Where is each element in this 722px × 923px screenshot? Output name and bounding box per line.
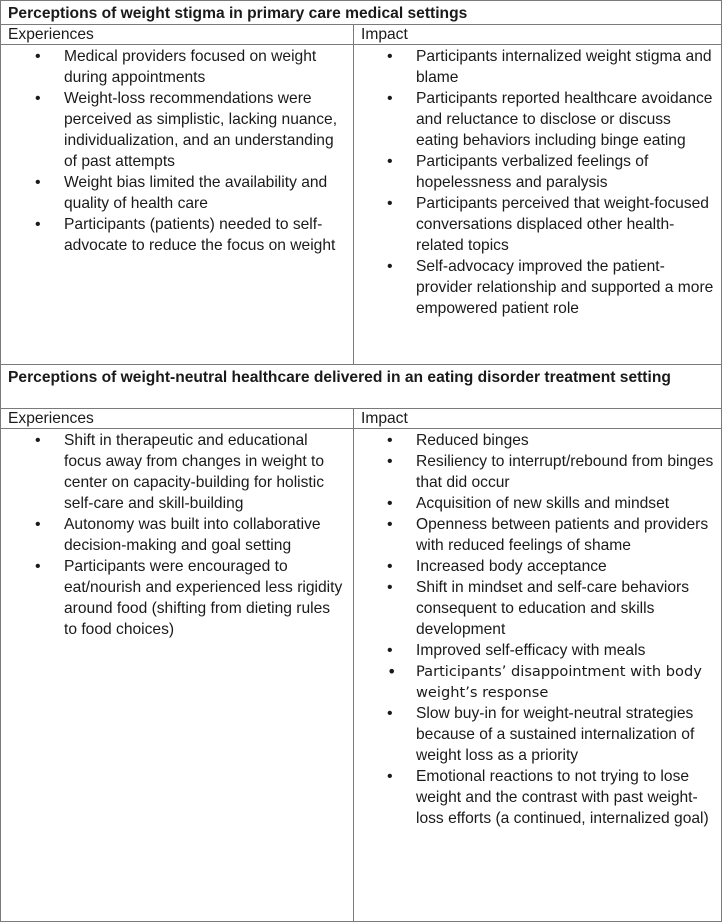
section1-experiences-list: [1, 46, 347, 256]
section2-impact-cell: [354, 429, 722, 922]
list-item: • Reduced binges: [354, 430, 715, 451]
section1-impact-header: Impact: [354, 25, 722, 45]
section1-header-row: [1, 25, 722, 45]
section1-title-row: [1, 1, 722, 25]
section2-experiences-cell: [1, 429, 354, 922]
section1-impact-cell: [354, 45, 722, 365]
list-item: • Participants’ disappointment with body weight’s response: [354, 661, 715, 703]
list-item: • Participants were encouraged to eat/nourish and experienced less rigidity around food (shifting from dieting rules to food choices): [1, 556, 347, 640]
list-item: • Participants perceived that weight-focused conversations displaced other health-related topics: [354, 193, 715, 256]
list-item: • Resiliency to interrupt/rebound from binges that did occur: [354, 451, 715, 493]
section1-experiences-header: Experiences: [1, 25, 354, 45]
list-item: • Medical providers focused on weight during appointments: [1, 46, 347, 88]
section2-experiences-list: [1, 430, 347, 640]
list-item: • Slow buy-in for weight-neutral strategies because of a sustained internalization of weight loss as a priority: [354, 703, 715, 766]
list-item: • Acquisition of new skills and mindset: [354, 493, 715, 514]
section2-header-row: [1, 409, 722, 429]
list-item: • Weight-loss recommendations were perceived as simplistic, lacking nuance, individualization, and an understanding of past attempts: [1, 88, 347, 172]
section2-impact-list: [354, 430, 715, 829]
list-item: • Autonomy was built into collaborative decision-making and goal setting: [1, 514, 347, 556]
list-item: • Shift in therapeutic and educational focus away from changes in weight to center on capacity-building for holistic self-care and skill-building: [1, 430, 347, 514]
section2-title-row: [1, 365, 722, 409]
section1-experiences-cell: [1, 45, 354, 365]
list-item: • Shift in mindset and self-care behaviors consequent to education and skills development: [354, 577, 715, 640]
section2-body-row: [1, 429, 722, 922]
section2-experiences-header: Experiences: [1, 409, 354, 429]
list-item: • Participants verbalized feelings of hopelessness and paralysis: [354, 151, 715, 193]
section2-impact-header: Impact: [354, 409, 722, 429]
list-item: • Self-advocacy improved the patient-provider relationship and supported a more empowered patient role: [354, 256, 715, 319]
list-item: • Participants internalized weight stigma and blame: [354, 46, 715, 88]
list-item: • Openness between patients and providers with reduced feelings of shame: [354, 514, 715, 556]
section1-body-row: [1, 45, 722, 365]
section1-impact-list: [354, 46, 715, 319]
list-item: • Participants (patients) needed to self-advocate to reduce the focus on weight: [1, 214, 347, 256]
list-item: • Improved self-efficacy with meals: [354, 640, 715, 661]
list-item: • Participants reported healthcare avoidance and reluctance to disclose or discuss eating behaviors including binge eating: [354, 88, 715, 151]
list-item: • Emotional reactions to not trying to lose weight and the contrast with past weight-loss efforts (a continued, internalized goal): [354, 766, 715, 829]
list-item: • Weight bias limited the availability and quality of health care: [1, 172, 347, 214]
list-item: • Increased body acceptance: [354, 556, 715, 577]
section1-title: Perceptions of weight stigma in primary care medical settings: [1, 1, 722, 25]
section2-title: Perceptions of weight-neutral healthcare delivered in an eating disorder treatment setting: [1, 365, 722, 409]
